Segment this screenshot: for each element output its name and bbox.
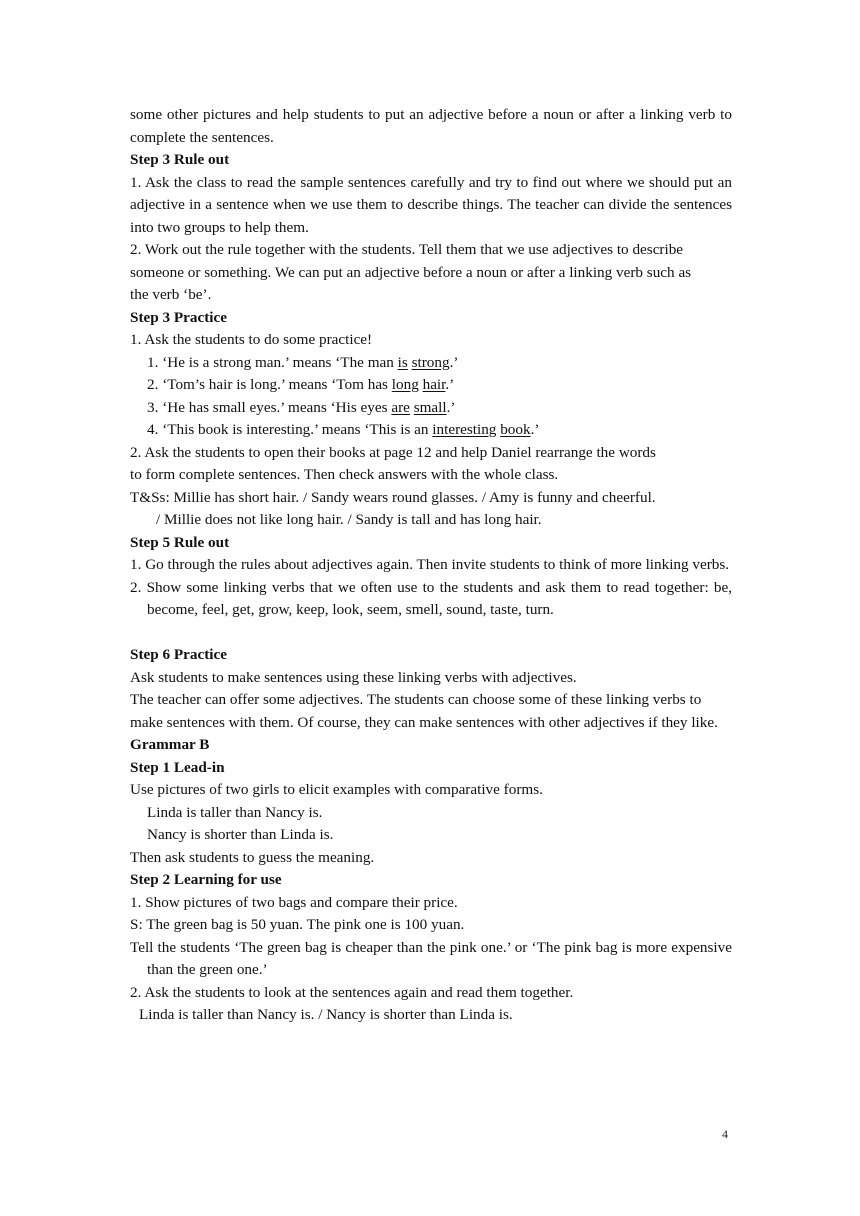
paragraph: Ask students to make sentences using these linking verbs with adjectives. [130, 668, 577, 686]
paragraph: Use pictures of two girls to elicit examples with comparative forms. [130, 781, 543, 798]
underlined-word: hair [422, 376, 446, 393]
paragraph: The teacher can offer some adjectives. The students can choose some of these linking verbs to make sentences with them. Of course, they can make sentences with other adjectives if they like. [130, 691, 718, 731]
example-line: Linda is taller than Nancy is. / Nancy is shorter than Linda is. [139, 1006, 513, 1023]
document-page [130, 104, 732, 1027]
paragraph: 2. Ask the students to open their books at page 12 and help Daniel rearrange the words [130, 443, 656, 461]
underlined-word: strong [411, 353, 450, 371]
example-line: 1. ‘He is a strong man.’ means ‘The man is strong.’ [147, 353, 459, 371]
spacer [130, 622, 732, 645]
paragraph: 1. Ask the students to do some practice! [130, 331, 373, 348]
paragraph: Then ask students to guess the meaning. [130, 848, 375, 866]
example-line: 2. ‘Tom’s hair is long.’ means ‘Tom has long hair.’ [147, 376, 455, 393]
paragraph: some other pictures and help students to put an adjective before a noun or after a linking verb to complete the sentences. [130, 106, 732, 146]
example-line: Linda is taller than Nancy is. [147, 803, 323, 821]
paragraph: 1. Ask the class to read the sample sentences carefully and try to find out where we should put an adjective in a sentence when we use them to describe things. The teacher can divide the sentences into two groups to help them. [130, 173, 732, 236]
paragraph: 1. Show pictures of two bags and compare their price. [130, 893, 458, 911]
underlined-word: interesting [432, 421, 497, 438]
page-number: 4 [722, 1127, 728, 1141]
underlined-word: small [413, 398, 447, 416]
paragraph: 2. Work out the rule together with the students. Tell them that we use adjectives to describe someone or something. We can put an adjective before a noun or after a linking verb such as the verb ‘be’. [130, 241, 692, 303]
paragraph: 2. Ask the students to look at the sentences again and read them together. [130, 983, 574, 1001]
paragraph: Tell the students ‘The green bag is cheaper than the pink one.’ or ‘The pink bag is more expensive than the green one.’ [130, 938, 732, 978]
section-heading: Step 3 Practice [130, 308, 227, 326]
section-heading: Step 2 Learning for use [130, 871, 282, 888]
underlined-word: long [391, 376, 419, 393]
paragraph: S: The green bag is 50 yuan. The pink one is 100 yuan. [130, 916, 465, 933]
underlined-word: book [500, 421, 531, 438]
example-line: 4. ‘This book is interesting.’ means ‘This is an interesting book.’ [147, 421, 540, 438]
example-line: Nancy is shorter than Linda is. [147, 826, 334, 843]
underlined-word: is [397, 353, 408, 371]
section-heading: Step 6 Practice [130, 646, 227, 663]
section-heading: Step 5 Rule out [130, 533, 230, 551]
paragraph: 1. Go through the rules about adjectives again. Then invite students to think of more linking verbs. [130, 556, 730, 573]
paragraph: to form complete sentences. Then check answers with the whole class. [130, 466, 559, 483]
section-heading: Step 3 Rule out [130, 151, 230, 168]
section-heading: Grammar B [130, 736, 210, 753]
underlined-word: are [391, 398, 410, 416]
section-heading: Step 1 Lead-in [130, 758, 225, 776]
paragraph: T&Ss: Millie has short hair. / Sandy wears round glasses. / Amy is funny and cheerful. [130, 488, 656, 506]
example-line: 3. ‘He has small eyes.’ means ‘His eyes are small.’ [147, 398, 456, 416]
paragraph: / Millie does not like long hair. / Sandy is tall and has long hair. [156, 511, 542, 528]
paragraph: 2. Show some linking verbs that we often use to the students and ask them to read together: be, become, feel, get, grow, keep, look, seem, smell, sound, taste, turn. [130, 578, 732, 618]
